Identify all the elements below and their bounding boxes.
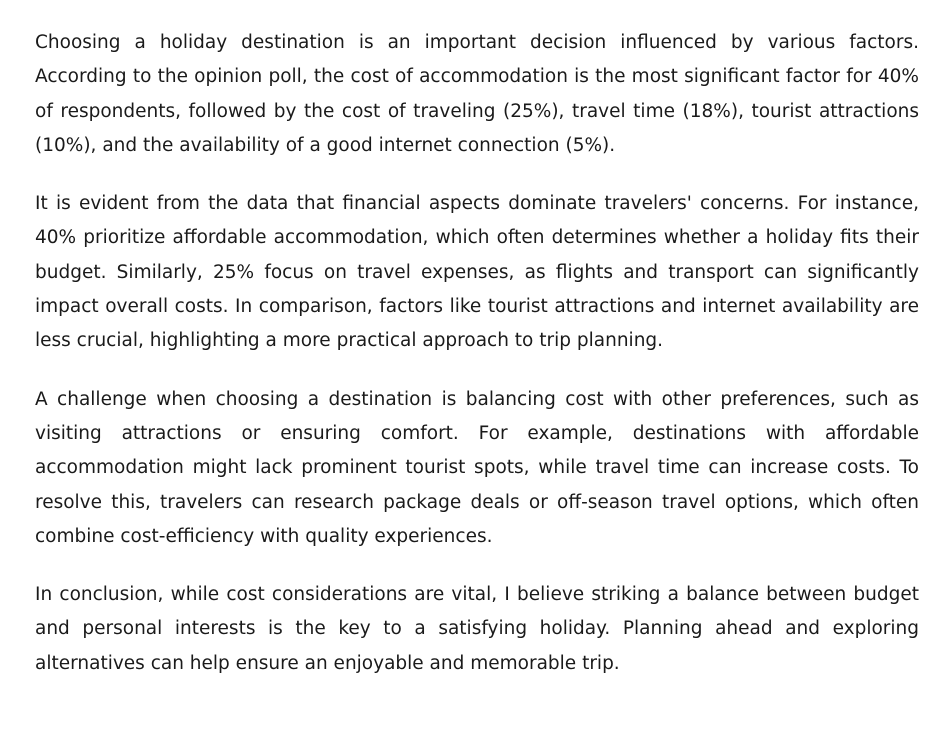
paragraph-introduction: Choosing a holiday destination is an important decision influenced by various factors. According to the opinion poll, the cost of accommodation is the most significant factor for 40% of respondents, followed by the cost of traveling (25%), travel time (18%), tourist attractions (10%), and the availability of a good internet connection (5%).: [35, 32, 919, 156]
paragraph-financial-aspects: It is evident from the data that financial aspects dominate travelers' concerns. For instance, 40% prioritize affordable accommodation, which often determines whether a holiday fits their budget. Similarly, 25% focus on travel expenses, as flights and transport can significantly impact overall costs. In comparison, factors like tourist attractions and internet availability are less crucial, highlighting a more practical approach to trip planning.: [35, 193, 919, 352]
paragraph-conclusion: In conclusion, while cost considerations are vital, I believe striking a balance between budget and personal interests is the key to a satisfying holiday. Planning ahead and exploring alternatives can help ensure an enjoyable and memorable trip.: [35, 584, 919, 674]
paragraph-challenge: A challenge when choosing a destination is balancing cost with other preferences, such as visiting attractions or ensuring comfort. For example, destinations with affordable accommodation might lack prominent tourist spots, while travel time can increase costs. To resolve this, travelers can research package deals or off-season travel options, which often combine cost-efficiency with quality experiences.: [35, 388, 919, 547]
essay-body: [35, 26, 919, 681]
